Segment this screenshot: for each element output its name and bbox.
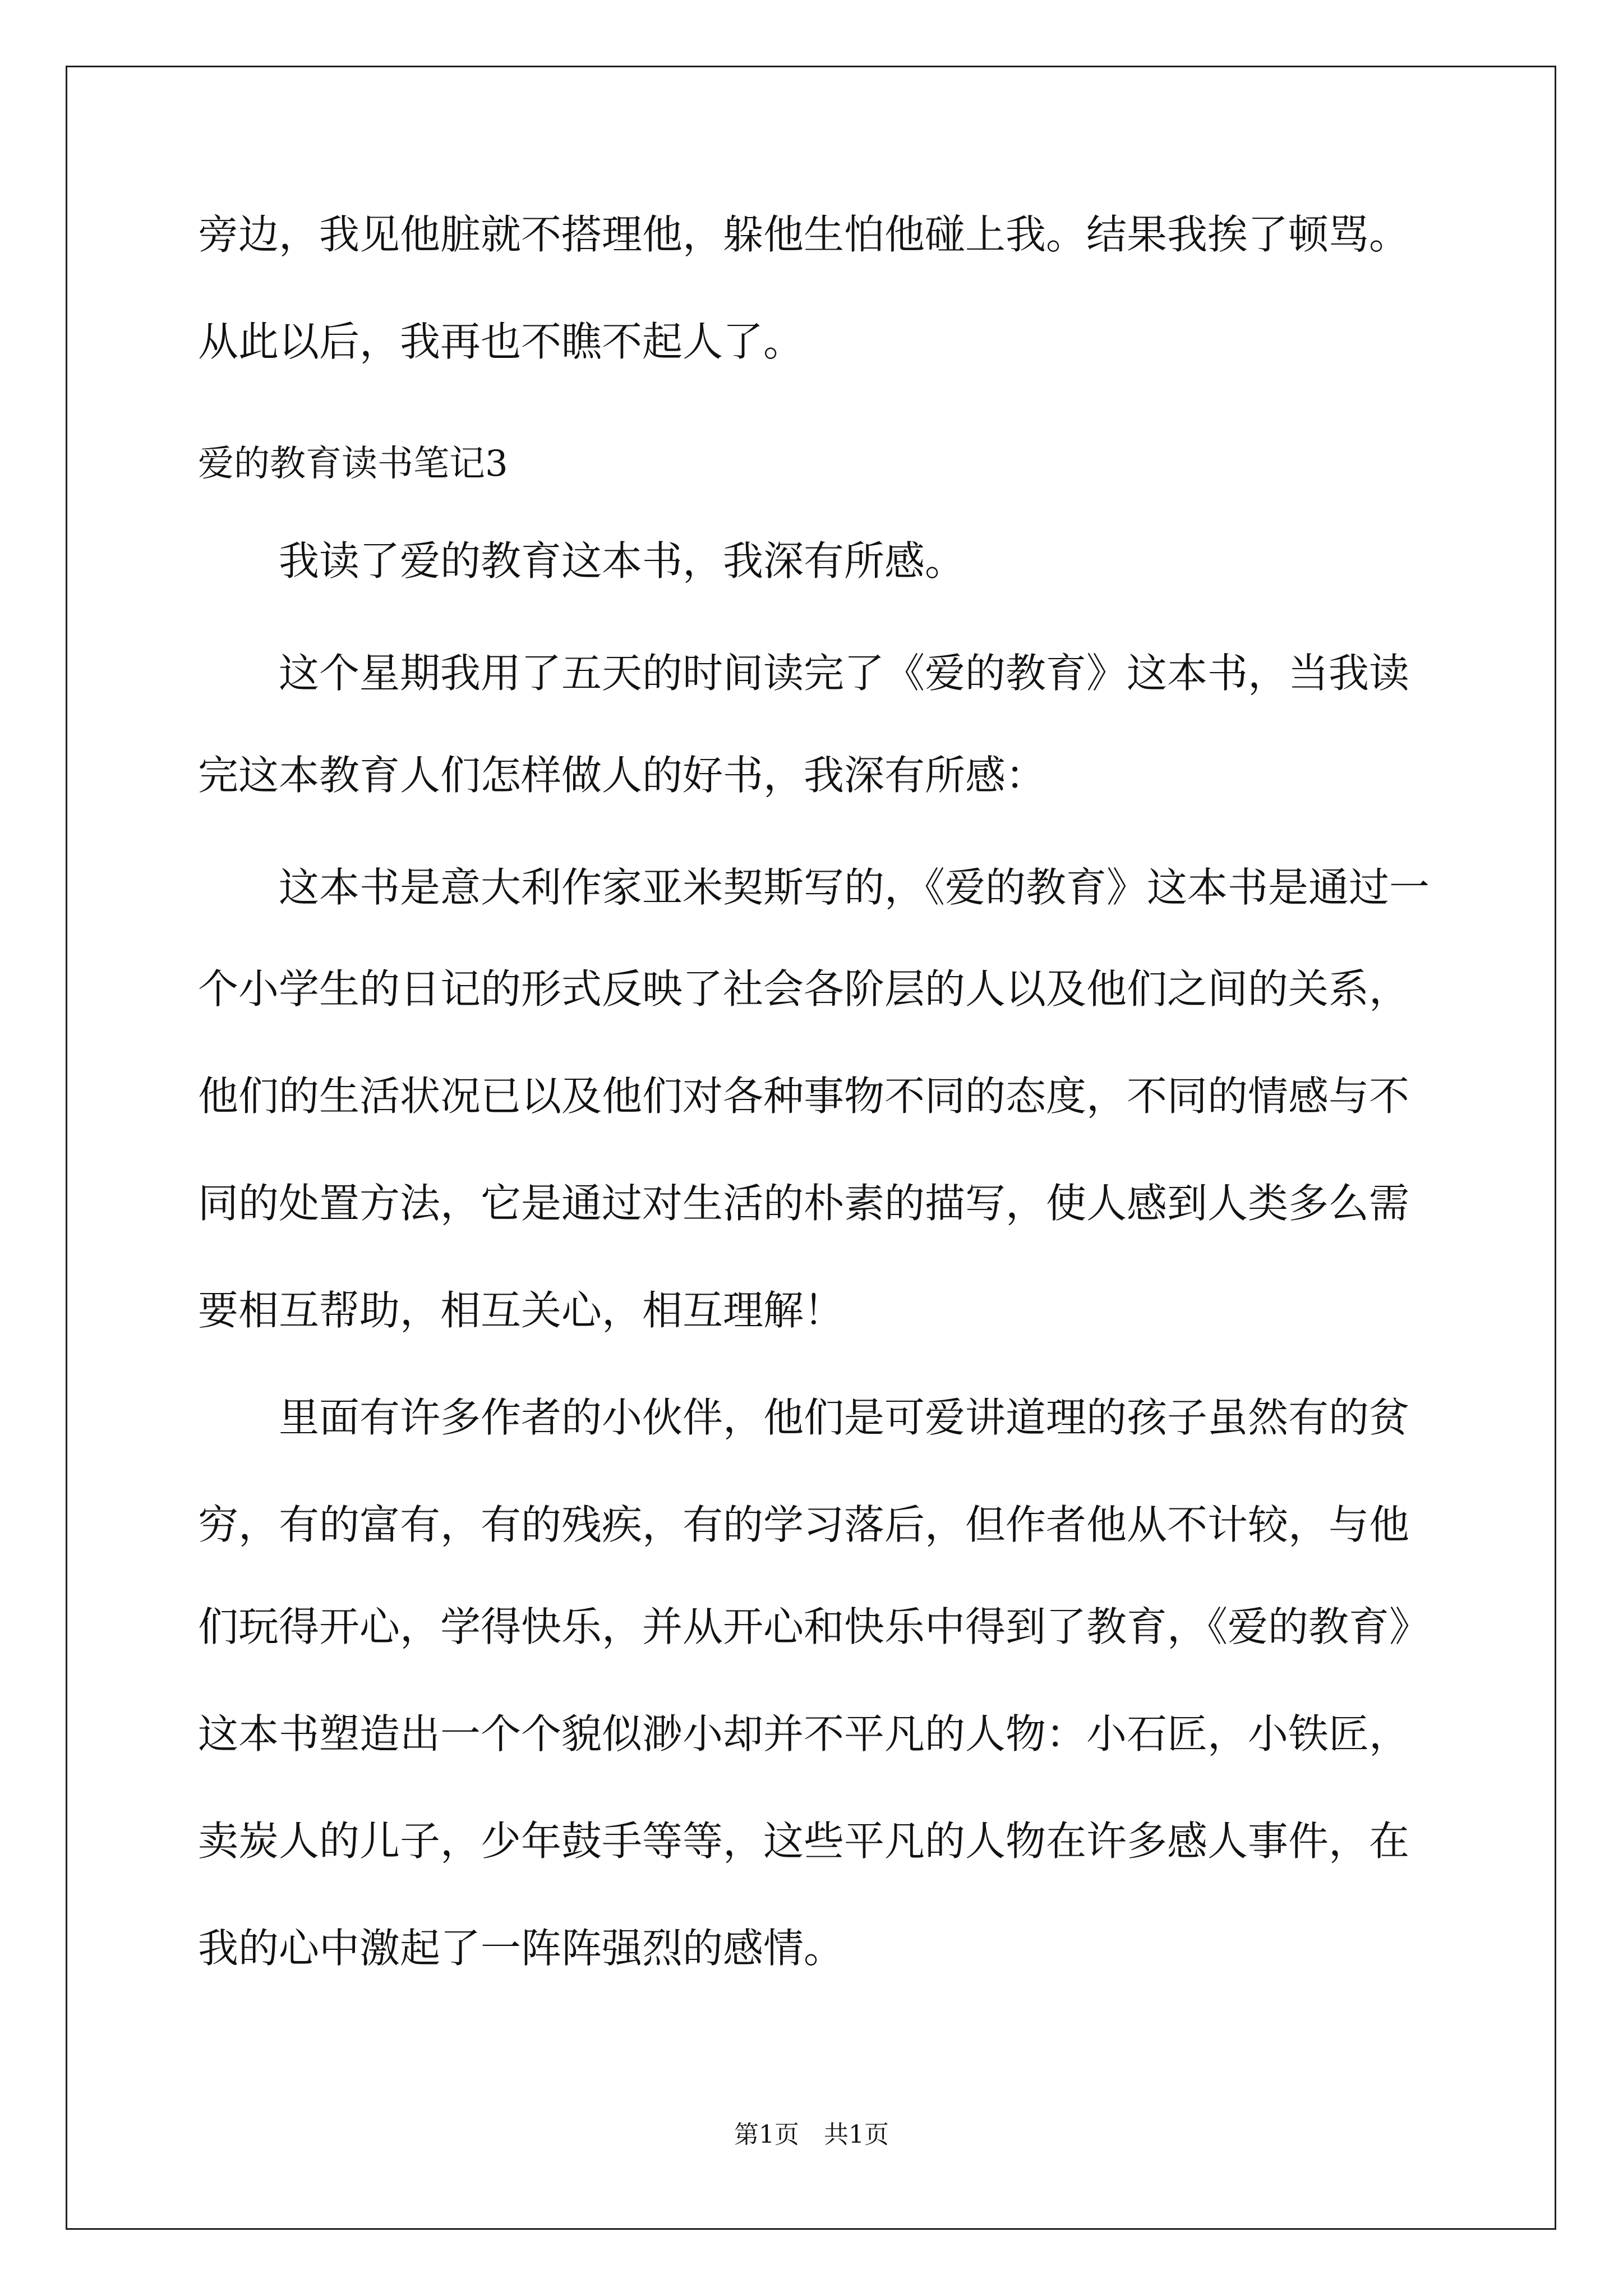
paragraph-line: 同的处置方法，它是通过对生活的朴素的描写，使人感到人类多么需: [198, 1180, 1410, 1227]
paragraph-line: 里面有许多作者的小伙伴，他们是可爱讲道理的孩子虽然有的贫: [279, 1394, 1410, 1441]
paragraph-line: 穷，有的富有，有的残疾，有的学习落后，但作者他从不计较，与他: [198, 1501, 1410, 1548]
paragraph-line: 完这本教育人们怎样做人的好书，我深有所感：: [198, 752, 1046, 799]
paragraph-line: 们玩得开心，学得快乐，并从开心和快乐中得到了教育，《爱的教育》: [198, 1603, 1430, 1650]
paragraph-line: 这个星期我用了五天的时间读完了《爱的教育》这本书，当我读: [279, 650, 1410, 697]
paragraph-line: 个小学生的日记的形式反映了社会各阶层的人以及他们之间的关系，: [198, 965, 1410, 1013]
paragraph-line: 要相互帮助，相互关心，相互理解！: [198, 1287, 845, 1334]
paragraph-line: 这本书塑造出一个个貌似渺小却并不平凡的人物：小石匠，小铁匠，: [198, 1710, 1410, 1757]
paragraph-line: 我的心中激起了一阵阵强烈的感情。: [198, 1925, 845, 1972]
paragraph-line: 这本书是意大利作家亚米契斯写的，《爱的教育》这本书是通过一: [279, 864, 1430, 911]
section-heading: 爱的教育读书笔记3: [198, 443, 508, 485]
text-line: 从此以后，我再也不瞧不起人了。: [198, 318, 804, 365]
paragraph-line: 他们的生活状况已以及他们对各种事物不同的态度，不同的情感与不: [198, 1073, 1410, 1120]
page-number: 第1页 共1页: [734, 2120, 889, 2149]
text-line: 旁边，我见他脏就不搭理他，躲他生怕他碰上我。结果我挨了顿骂。: [198, 211, 1410, 258]
paragraph-line: 我读了爱的教育这本书，我深有所感。: [279, 537, 966, 585]
page-border: [66, 66, 1556, 2230]
paragraph-line: 卖炭人的儿子，少年鼓手等等，这些平凡的人物在许多感人事件，在: [198, 1818, 1410, 1865]
